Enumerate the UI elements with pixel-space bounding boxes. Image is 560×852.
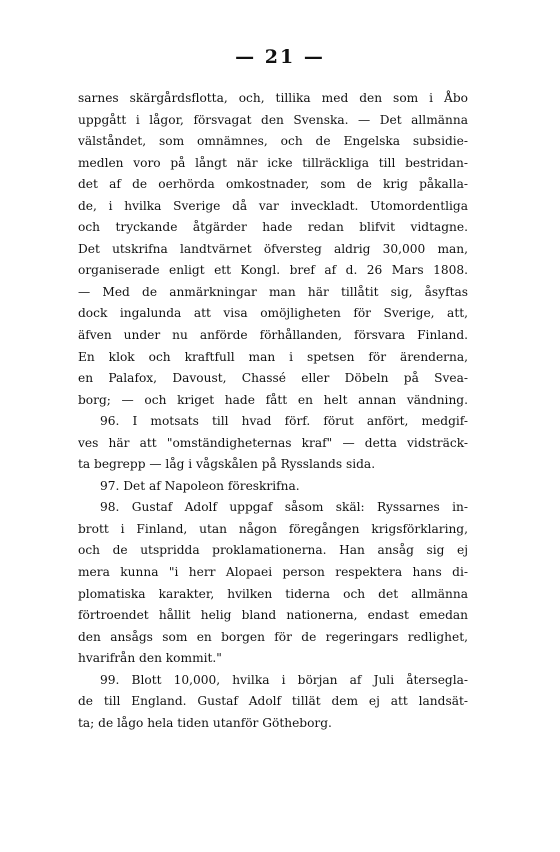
text-line: brott i Finland, utan någon föregången krigsförklaring, <box>78 521 468 536</box>
text-line: äfven under nu anförde förhållanden, försvara Finland. <box>78 328 468 343</box>
text-line: hvarifrån den kommit." <box>78 651 222 666</box>
text-line: välståndet, som omnämnes, och de Engelska subsidie- <box>78 134 468 149</box>
text-line: och de utspridda proklamationerna. Han ansåg sig ej <box>78 543 468 558</box>
page-number: — 21 — <box>235 46 325 68</box>
text-line: de, i hvilka Sverige då var inveckladt. Utomordentliga <box>78 198 468 213</box>
text-line: ta begrepp — låg i vågskålen på Rysslands sida. <box>78 457 376 472</box>
text-line: plomatiska karakter, hvilken tiderna och det allmänna <box>78 586 468 601</box>
text-line: medlen voro på långt när icke tillräckliga till bestridan- <box>78 155 468 170</box>
text-line: borg; — och kriget hade fått en helt annan vändning. <box>78 392 468 407</box>
text-line: organiserade enligt ett Kongl. bref af d. 26 Mars 1808. <box>78 263 468 278</box>
text-line: och tryckande åtgärder hade redan blifvit vidtagne. <box>78 220 468 235</box>
text-line: — Med de anmärkningar man här tillåtit sig, åsyftas <box>78 284 468 299</box>
text-line: Det utskrifna landtvärnet öfversteg aldrig 30,000 man, <box>78 241 468 256</box>
text-line: mera kunna "i herr Alopaei person respektera hans di- <box>78 565 468 580</box>
body-text <box>78 88 468 734</box>
text-line: ves här att "omständigheternas kraf" — detta vidsträck- <box>78 435 468 450</box>
text-line: 97. Det af Napoleon föreskrifna. <box>100 478 300 493</box>
text-line: sarnes skärgårdsflotta, och, tillika med den som i Åbo <box>78 91 468 105</box>
text-line: 99. Blott 10,000, hvilka i början af Juli återsegla- <box>100 672 468 687</box>
text-line: en Palafox, Davoust, Chassé eller Döbeln på Svea- <box>78 371 468 386</box>
text-line: En klok och kraftfull man i spetsen för ärenderna, <box>78 349 468 364</box>
text-line: förtroendet hållit helig bland nationerna, endast emedan <box>78 608 468 623</box>
text-line: 98. Gustaf Adolf uppgaf såsom skäl: Ryssarnes in- <box>100 500 468 515</box>
text-line: 96. I motsats till hvad förf. förut anfört, medgif- <box>100 414 468 429</box>
text-line: den ansågs som en borgen för de regeringars redlighet, <box>78 629 468 644</box>
text-line: de till England. Gustaf Adolf tillät dem ej att landsät- <box>78 694 468 709</box>
text-line: ta; de lågo hela tiden utanför Götheborg. <box>78 715 332 730</box>
text-line: dock ingalunda att visa omöjligheten för Sverige, att, <box>78 306 468 321</box>
text-line: uppgått i lågor, försvagat den Svenska. — Det allmänna <box>78 112 468 127</box>
text-line: det af de oerhörda omkostnader, som de krig påkalla- <box>78 177 468 192</box>
